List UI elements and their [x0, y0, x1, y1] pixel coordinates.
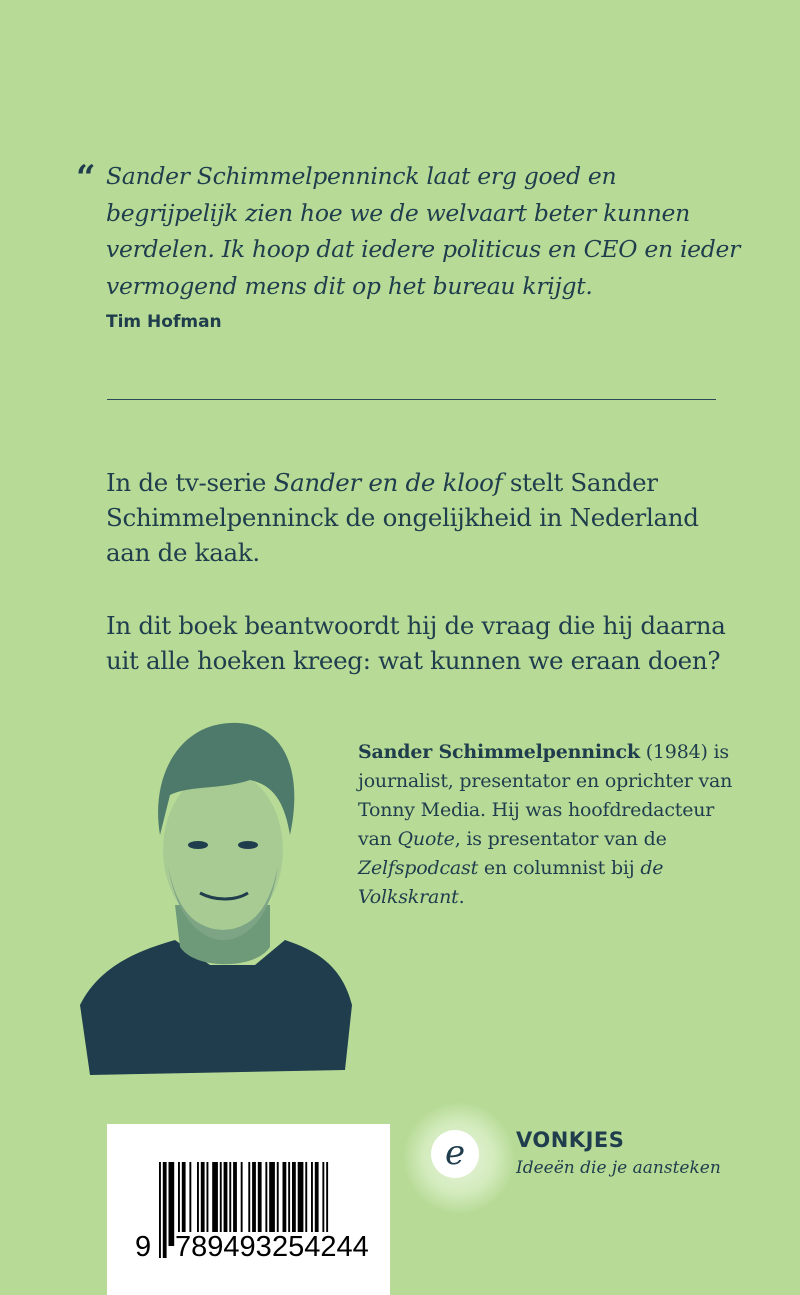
quote-author: Tim Hofman — [106, 312, 222, 332]
series-title: Sander en de kloof — [273, 468, 503, 497]
text: (1984) is journalist, presentator en oprichter van Tonny Media. Hij was hoofdredacteur van — [358, 741, 733, 850]
isbn-digits-left: 789493 — [175, 1231, 272, 1263]
podcast-title: Zelfspodcast — [358, 857, 479, 879]
magazine-title: Quote — [397, 828, 455, 850]
publisher-logo-icon: e — [431, 1130, 479, 1178]
blurb-paragraph-2: In dit boek beantwoordt hij de vraag die hij daarna uit alle hoeken kreeg: wat kunnen we eraan doen? — [106, 611, 726, 675]
author-name: Sander Schimmelpenninck — [358, 741, 640, 763]
divider — [107, 399, 716, 400]
text: stelt Sander Schimmelpenninck de ongelijkheid in Nederland aan de kaak. — [106, 468, 699, 567]
barcode-bar — [163, 1162, 167, 1258]
author-portrait — [80, 715, 360, 1080]
quote-mark: “ — [76, 158, 96, 198]
newspaper-title: de Volkskrant — [358, 857, 664, 908]
publisher-name: VONKJES — [516, 1128, 625, 1152]
author-bio — [358, 738, 738, 912]
barcode-bar — [169, 1162, 175, 1246]
isbn-digits-right: 254244 — [272, 1231, 369, 1263]
isbn-barcode — [107, 1124, 390, 1295]
text: en columnist bij — [478, 857, 641, 879]
text: In de tv-serie — [106, 468, 274, 497]
text: . — [458, 886, 465, 908]
publisher-tagline: Ideeën die je aansteken — [516, 1158, 721, 1178]
text: , is presentator van de — [454, 828, 667, 850]
isbn-digit-prefix: 9 — [135, 1231, 152, 1263]
blurb-paragraph-1 — [106, 465, 746, 570]
barcode-bar — [159, 1162, 161, 1258]
endorsement-quote: Sander Schimmelpenninck laat erg goed en begrijpelijk zien hoe we de welvaart beter kunnen verdelen. Ik hoop dat iedere politicus en CEO en ieder vermogend mens dit op het bureau krijgt. — [106, 162, 741, 300]
